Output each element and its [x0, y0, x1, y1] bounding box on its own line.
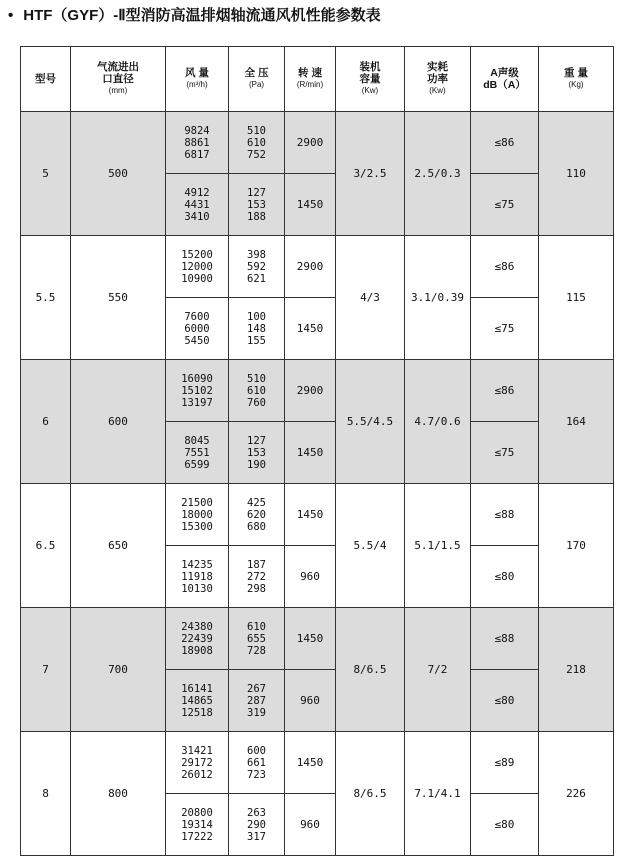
pressure-cell-value: 287: [247, 694, 266, 707]
table-row: [21, 360, 614, 422]
pressure-cell-value: 398: [247, 248, 266, 261]
pressure-cell-value: 317: [247, 830, 266, 843]
installed-power-cell: 8/6.5: [336, 732, 405, 856]
noise-cell: ≤89: [471, 732, 539, 794]
header-airflow: 风 量 (m³/h): [166, 47, 229, 112]
pressure-cell: [229, 794, 285, 856]
airflow-cell-value: 18000: [181, 508, 213, 521]
header-diameter: 气流进出 口直径 (mm): [71, 47, 166, 112]
airflow-cell-value: 19314: [181, 818, 213, 831]
airflow-cell: [166, 236, 229, 298]
noise-cell: ≤75: [471, 422, 539, 484]
noise-cell: ≤80: [471, 546, 539, 608]
airflow-cell-value: 16141: [181, 682, 213, 695]
airflow-cell-value: 10900: [181, 272, 213, 285]
noise-cell: ≤75: [471, 298, 539, 360]
airflow-cell-value: 8861: [184, 136, 210, 149]
airflow-cell-value: 11918: [181, 570, 213, 583]
airflow-cell-value: 6817: [184, 148, 210, 161]
weight-cell: 218: [539, 608, 614, 732]
airflow-cell-value: 5450: [184, 334, 210, 347]
pressure-cell-value: 760: [247, 396, 266, 409]
diameter-cell: 700: [71, 608, 166, 732]
airflow-cell-value: 15200: [181, 248, 213, 261]
model-cell: 6.5: [21, 484, 71, 608]
consumed-power-cell: 2.5/0.3: [405, 112, 471, 236]
airflow-cell-value: 13197: [181, 396, 213, 409]
installed-power-cell: 5.5/4.5: [336, 360, 405, 484]
pressure-cell-value: 188: [247, 210, 266, 223]
airflow-cell-value: 7551: [184, 446, 210, 459]
pressure-cell: [229, 236, 285, 298]
header-installed-power: 装机 容量 (Kw): [336, 47, 405, 112]
consumed-power-cell: 5.1/1.5: [405, 484, 471, 608]
speed-cell: 2900: [285, 360, 336, 422]
airflow-cell-value: 12518: [181, 706, 213, 719]
airflow-cell-value: 4912: [184, 186, 210, 199]
pressure-cell-value: 510: [247, 372, 266, 385]
header-consumed-power: 实耗 功率 (Kw): [405, 47, 471, 112]
pressure-cell-value: 153: [247, 446, 266, 459]
airflow-cell: [166, 794, 229, 856]
airflow-cell-value: 29172: [181, 756, 213, 769]
pressure-cell-value: 100: [247, 310, 266, 323]
pressure-cell-value: 600: [247, 744, 266, 757]
pressure-cell-value: 728: [247, 644, 266, 657]
speed-cell: 1450: [285, 484, 336, 546]
consumed-power-cell: 3.1/0.39: [405, 236, 471, 360]
speed-cell: 1450: [285, 422, 336, 484]
airflow-cell: [166, 546, 229, 608]
airflow-cell-value: 15102: [181, 384, 213, 397]
airflow-cell-value: 24380: [181, 620, 213, 633]
table-row: [21, 484, 614, 546]
speed-cell: 2900: [285, 112, 336, 174]
installed-power-cell: 8/6.5: [336, 608, 405, 732]
pressure-cell-value: 655: [247, 632, 266, 645]
noise-cell: ≤86: [471, 112, 539, 174]
pressure-cell-value: 610: [247, 136, 266, 149]
model-cell: 7: [21, 608, 71, 732]
airflow-cell-value: 14235: [181, 558, 213, 571]
header-row: [21, 47, 614, 112]
table-row: [21, 608, 614, 670]
diameter-cell: 650: [71, 484, 166, 608]
pressure-cell-value: 298: [247, 582, 266, 595]
pressure-cell-value: 263: [247, 806, 266, 819]
installed-power-cell: 3/2.5: [336, 112, 405, 236]
speed-cell: 960: [285, 794, 336, 856]
diameter-cell: 600: [71, 360, 166, 484]
speed-cell: 2900: [285, 236, 336, 298]
consumed-power-cell: 4.7/0.6: [405, 360, 471, 484]
speed-cell: 1450: [285, 608, 336, 670]
pressure-cell-value: 153: [247, 198, 266, 211]
airflow-cell: [166, 422, 229, 484]
speed-cell: 1450: [285, 732, 336, 794]
noise-cell: ≤86: [471, 236, 539, 298]
noise-cell: ≤88: [471, 484, 539, 546]
model-cell: 6: [21, 360, 71, 484]
speed-cell: 960: [285, 670, 336, 732]
pressure-cell: [229, 112, 285, 174]
installed-power-cell: 5.5/4: [336, 484, 405, 608]
pressure-cell-value: 190: [247, 458, 266, 471]
airflow-cell-value: 16090: [181, 372, 213, 385]
airflow-cell-value: 22439: [181, 632, 213, 645]
noise-cell: ≤86: [471, 360, 539, 422]
airflow-cell-value: 10130: [181, 582, 213, 595]
pressure-cell-value: 267: [247, 682, 266, 695]
pressure-cell: [229, 298, 285, 360]
pressure-cell-value: 127: [247, 434, 266, 447]
airflow-cell-value: 15300: [181, 520, 213, 533]
speed-cell: 1450: [285, 174, 336, 236]
noise-cell: ≤88: [471, 608, 539, 670]
airflow-cell-value: 6599: [184, 458, 210, 471]
pressure-cell: [229, 174, 285, 236]
weight-cell: 115: [539, 236, 614, 360]
pressure-cell: [229, 484, 285, 546]
pressure-cell-value: 187: [247, 558, 266, 571]
airflow-cell: [166, 608, 229, 670]
pressure-cell-value: 510: [247, 124, 266, 137]
pressure-cell-value: 621: [247, 272, 266, 285]
pressure-cell-value: 272: [247, 570, 266, 583]
pressure-cell-value: 425: [247, 496, 266, 509]
consumed-power-cell: 7/2: [405, 608, 471, 732]
pressure-cell-value: 610: [247, 620, 266, 633]
airflow-cell-value: 21500: [181, 496, 213, 509]
airflow-cell-value: 8045: [184, 434, 210, 447]
pressure-cell-value: 319: [247, 706, 266, 719]
performance-table: [20, 46, 614, 856]
page-title: [8, 3, 381, 29]
pressure-cell-value: 127: [247, 186, 266, 199]
table-body: [21, 112, 614, 856]
airflow-cell: [166, 112, 229, 174]
airflow-cell-value: 12000: [181, 260, 213, 273]
airflow-cell-value: 26012: [181, 768, 213, 781]
pressure-cell: [229, 422, 285, 484]
pressure-cell: [229, 608, 285, 670]
table-row: [21, 112, 614, 174]
model-cell: 5.5: [21, 236, 71, 360]
airflow-cell-value: 7600: [184, 310, 210, 323]
pressure-cell: [229, 546, 285, 608]
airflow-cell: [166, 670, 229, 732]
installed-power-cell: 4/3: [336, 236, 405, 360]
pressure-cell: [229, 360, 285, 422]
header-speed: 转 速 (R/min): [285, 47, 336, 112]
noise-cell: ≤75: [471, 174, 539, 236]
consumed-power-cell: 7.1/4.1: [405, 732, 471, 856]
header-weight: 重 量 (Kg): [539, 47, 614, 112]
pressure-cell-value: 290: [247, 818, 266, 831]
speed-cell: 1450: [285, 298, 336, 360]
speed-cell: 960: [285, 546, 336, 608]
pressure-cell-value: 148: [247, 322, 266, 335]
airflow-cell-value: 6000: [184, 322, 210, 335]
pressure-cell-value: 661: [247, 756, 266, 769]
weight-cell: 226: [539, 732, 614, 856]
weight-cell: 110: [539, 112, 614, 236]
airflow-cell: [166, 174, 229, 236]
airflow-cell: [166, 732, 229, 794]
airflow-cell-value: 31421: [181, 744, 213, 757]
model-cell: 5: [21, 112, 71, 236]
noise-cell: ≤80: [471, 670, 539, 732]
bullet-icon: •: [8, 7, 14, 24]
pressure-cell-value: 592: [247, 260, 266, 273]
airflow-cell-value: 14865: [181, 694, 213, 707]
diameter-cell: 500: [71, 112, 166, 236]
header-noise: A声级 dB（A）: [471, 47, 539, 112]
airflow-cell: [166, 484, 229, 546]
airflow-cell-value: 20800: [181, 806, 213, 819]
header-pressure: 全 压 (Pa): [229, 47, 285, 112]
weight-cell: 164: [539, 360, 614, 484]
model-cell: 8: [21, 732, 71, 856]
diameter-cell: 800: [71, 732, 166, 856]
pressure-cell-value: 680: [247, 520, 266, 533]
airflow-cell-value: 17222: [181, 830, 213, 843]
weight-cell: 170: [539, 484, 614, 608]
pressure-cell-value: 723: [247, 768, 266, 781]
airflow-cell-value: 18908: [181, 644, 213, 657]
pressure-cell: [229, 670, 285, 732]
airflow-cell-value: 3410: [184, 210, 210, 223]
noise-cell: ≤80: [471, 794, 539, 856]
pressure-cell-value: 752: [247, 148, 266, 161]
pressure-cell-value: 155: [247, 334, 266, 347]
pressure-cell: [229, 732, 285, 794]
pressure-cell-value: 610: [247, 384, 266, 397]
diameter-cell: 550: [71, 236, 166, 360]
pressure-cell-value: 620: [247, 508, 266, 521]
table-row: [21, 732, 614, 794]
airflow-cell: [166, 298, 229, 360]
airflow-cell-value: 4431: [184, 198, 210, 211]
airflow-cell-value: 9824: [184, 124, 210, 137]
header-model: 型号: [21, 47, 71, 112]
table-row: [21, 236, 614, 298]
page-title-text: HTF（GYF）-Ⅱ型消防高温排烟轴流通风机性能参数表: [23, 7, 381, 24]
airflow-cell: [166, 360, 229, 422]
